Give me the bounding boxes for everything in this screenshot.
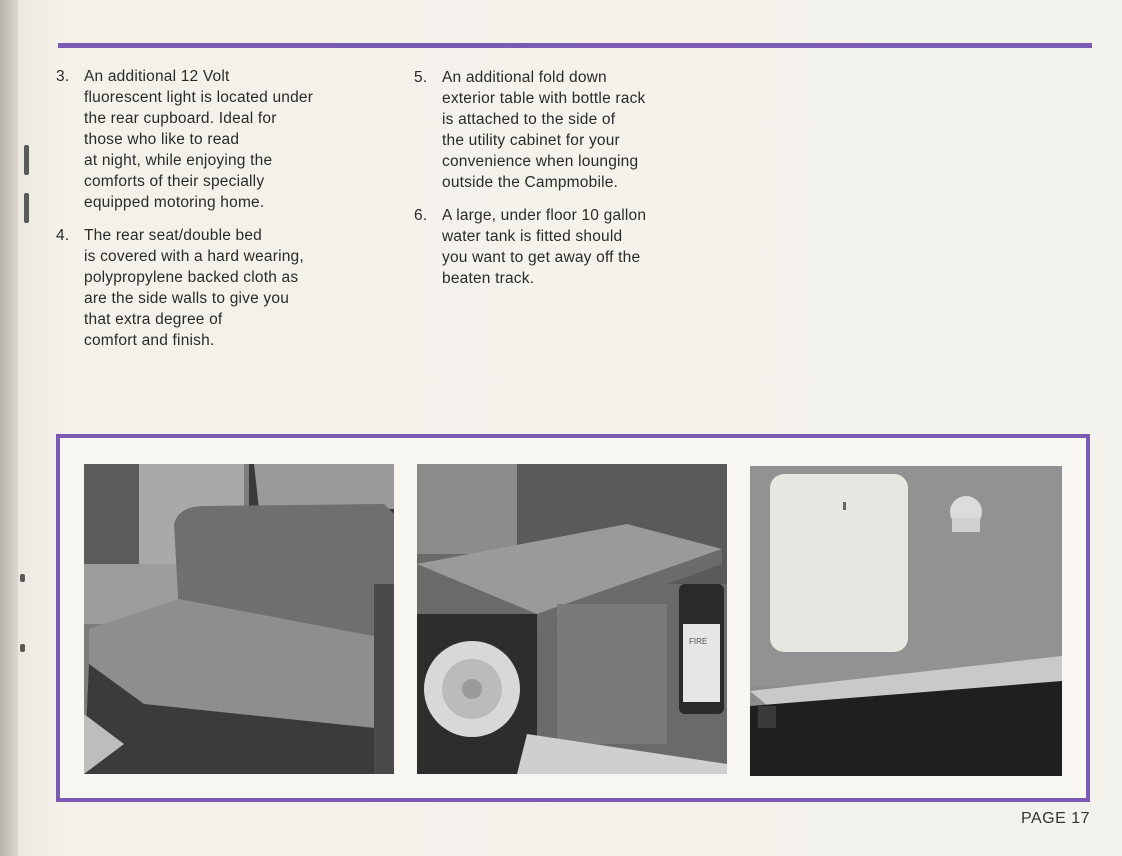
text-column-left — [56, 66, 386, 363]
water-tank-illustration — [750, 466, 1062, 776]
list-item-6 — [414, 205, 714, 289]
photo-frame — [56, 434, 1090, 802]
list-item-4 — [56, 225, 386, 351]
top-accent-rule — [58, 43, 1092, 48]
text-column-right — [414, 67, 714, 301]
list-item-5 — [414, 67, 714, 193]
binding-spine — [0, 0, 18, 856]
item-number: 6. — [414, 207, 428, 224]
photo-rear-seat — [84, 464, 394, 774]
binding-clip-upper — [24, 193, 29, 223]
fold-table-illustration — [417, 464, 727, 774]
binding-clip-top — [24, 145, 29, 175]
item-number: 5. — [414, 69, 428, 86]
binding-hole-mid — [20, 574, 25, 582]
item-number: 4. — [56, 227, 70, 244]
list-item-3 — [56, 66, 386, 213]
page-number: PAGE 17 — [1020, 810, 1090, 827]
item-text: A large, under floor 10 gallon water tank is fitted should you want to get away off the beaten track. — [442, 207, 647, 287]
item-text: An additional fold down exterior table with bottle rack is attached to the side of the utility cabinet for your convenience when lounging outside the Campmobile. — [442, 69, 646, 191]
rear-seat-illustration — [84, 464, 394, 774]
binding-hole-low — [20, 644, 25, 652]
item-text: The rear seat/double bed is covered with a hard wearing, polypropylene backed cloth as are the side walls to give you that extra degree of comfort and finish. — [84, 227, 304, 349]
extinguisher-label: FIRE — [689, 637, 708, 646]
photo-fold-table — [417, 464, 727, 774]
item-text: An additional 12 Volt fluorescent light is located under the rear cupboard. Ideal for those who like to read at night, while enjoying the comforts of their specially equipped motoring home. — [84, 68, 314, 211]
photo-water-tank — [750, 466, 1062, 776]
item-number: 3. — [56, 68, 70, 85]
